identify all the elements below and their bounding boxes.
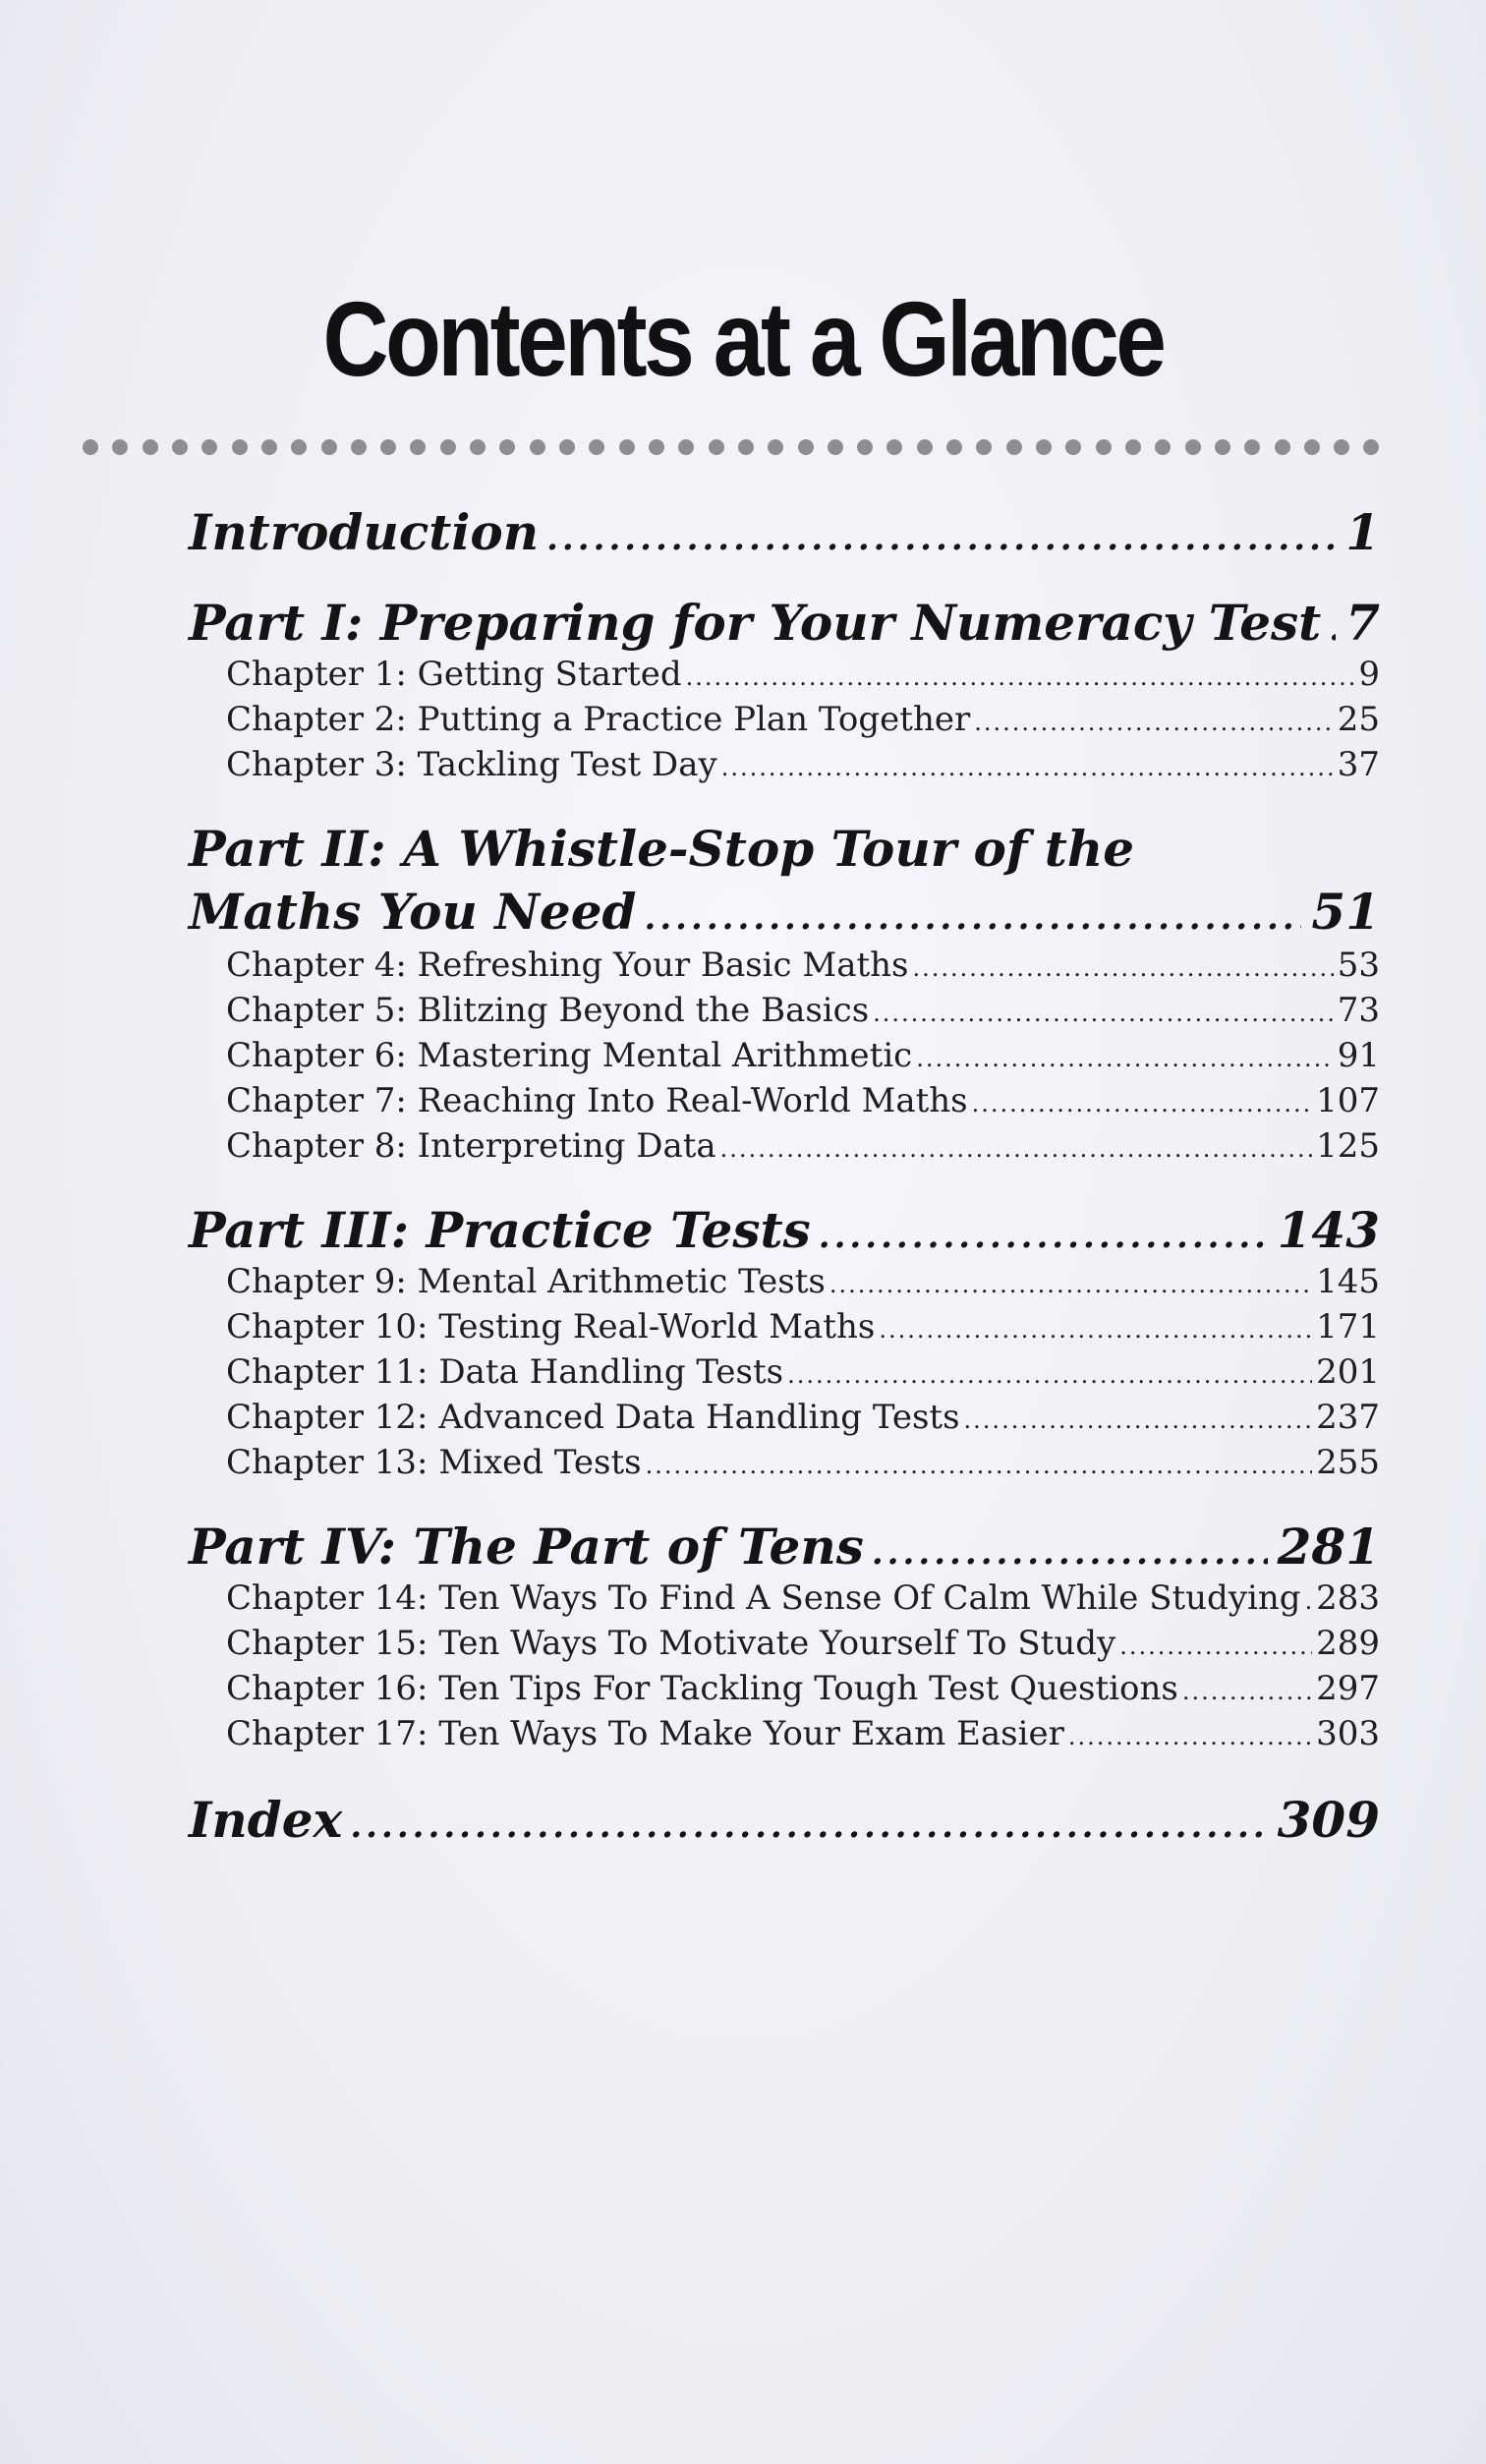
toc-chapter[interactable] [226, 1398, 1380, 1441]
toc-chapter-label: Chapter 9: Mental Arithmetic Tests [226, 1262, 826, 1301]
toc-chapter[interactable] [226, 1262, 1380, 1305]
dot-leader [1329, 609, 1336, 649]
toc-chapter-page: 201 [1316, 1352, 1380, 1392]
dot-leader [972, 1090, 1312, 1117]
toc-chapter-label: Chapter 1: Getting Started [226, 655, 682, 694]
divider-dot [798, 439, 814, 455]
divider-dot [559, 439, 575, 455]
divider-dot [1275, 439, 1290, 455]
toc-chapter[interactable] [226, 1669, 1380, 1712]
divider-dot [470, 439, 486, 455]
divider-dot [857, 439, 873, 455]
divider-dot [410, 439, 426, 455]
toc-chapter-label: Chapter 11: Data Handling Tests [226, 1352, 784, 1392]
toc-chapter[interactable] [226, 1714, 1380, 1757]
toc-chapter[interactable] [226, 745, 1380, 788]
toc-chapter[interactable] [226, 945, 1380, 989]
divider-dot [351, 439, 367, 455]
dot-leader [879, 1316, 1312, 1344]
divider-dot [709, 439, 724, 455]
toc-part-4-label: Part IV: The Part of Tens [189, 1518, 864, 1576]
toc-part-1-page: 7 [1345, 594, 1380, 652]
toc-part-2[interactable] [189, 883, 1380, 944]
dot-leader [964, 1406, 1313, 1434]
toc-chapter-page: 283 [1316, 1578, 1380, 1618]
dot-leader [873, 1000, 1334, 1027]
divider-dot [886, 439, 902, 455]
toc-chapter[interactable] [226, 655, 1380, 698]
divider-dot [1155, 439, 1171, 455]
divider-dot [172, 439, 188, 455]
divider-dot [291, 439, 307, 455]
toc-chapter-label: Chapter 8: Interpreting Data [226, 1126, 716, 1166]
divider-dot [946, 439, 962, 455]
toc-chapter[interactable] [226, 1443, 1380, 1486]
divider-dot [589, 439, 604, 455]
toc-chapter-page: 91 [1337, 1036, 1380, 1075]
toc-chapter-page: 25 [1337, 700, 1380, 739]
toc-introduction[interactable] [189, 503, 1380, 564]
divider-dot [1065, 439, 1081, 455]
toc-chapter[interactable] [226, 1578, 1380, 1622]
toc-chapter-label: Chapter 10: Testing Real-World Maths [226, 1307, 876, 1347]
toc-part-2-page: 51 [1311, 883, 1380, 941]
toc-part-3-page: 143 [1277, 1201, 1380, 1259]
toc-index-label: Index [189, 1791, 343, 1849]
toc-chapter-label: Chapter 17: Ten Ways To Make Your Exam Easier [226, 1714, 1064, 1753]
divider-dot [1334, 439, 1349, 455]
divider-dot [1185, 439, 1201, 455]
divider-dot [380, 439, 396, 455]
toc-chapter-label: Chapter 14: Ten Ways To Find A Sense Of Calm While Studying [226, 1578, 1301, 1618]
toc-chapter-label: Chapter 5: Blitzing Beyond the Basics [226, 991, 870, 1030]
toc-part-2-label-line2: Maths You Need [189, 883, 637, 941]
toc-chapter-label: Chapter 6: Mastering Mental Arithmetic [226, 1036, 913, 1075]
divider-dot [649, 439, 664, 455]
toc-part-4[interactable] [189, 1518, 1380, 1578]
divider-dot [321, 439, 337, 455]
toc-chapter-label: Chapter 13: Mixed Tests [226, 1443, 642, 1482]
divider-dot [917, 439, 933, 455]
toc-chapter-label: Chapter 15: Ten Ways To Motivate Yourself To Study [226, 1624, 1116, 1663]
toc-chapter-page: 303 [1316, 1714, 1380, 1753]
divider-dot [499, 439, 515, 455]
toc-part-3[interactable] [189, 1201, 1380, 1262]
dot-leader [1305, 1587, 1313, 1615]
toc-index[interactable] [189, 1791, 1380, 1852]
toc-chapter-page: 237 [1316, 1398, 1380, 1437]
toc-chapter-label: Chapter 16: Ten Tips For Tackling Tough Test Questions [226, 1669, 1178, 1708]
toc-chapter-page: 73 [1337, 991, 1380, 1030]
toc-chapter-label: Chapter 12: Advanced Data Handling Tests [226, 1398, 960, 1437]
toc-chapter-page: 145 [1316, 1262, 1380, 1301]
divider-dot [232, 439, 248, 455]
divider-dot [440, 439, 456, 455]
divider-dot [1244, 439, 1260, 455]
dot-leader [645, 898, 1302, 938]
divider-dot [530, 439, 545, 455]
divider-dot [1096, 439, 1112, 455]
divider-dot [201, 439, 217, 455]
dot-leader [974, 709, 1334, 736]
divider-dot [261, 439, 277, 455]
divider-dot [976, 439, 992, 455]
divider-dot [83, 439, 98, 455]
toc-introduction-label: Introduction [189, 503, 540, 561]
toc-chapter-page: 297 [1316, 1669, 1380, 1708]
toc-chapter-label: Chapter 7: Reaching Into Real-World Maths [226, 1081, 968, 1120]
toc-chapter[interactable] [226, 1126, 1380, 1170]
dot-leader [1119, 1633, 1312, 1660]
toc-part-3-label: Part III: Practice Tests [189, 1201, 811, 1259]
dot-leader [916, 1045, 1334, 1072]
toc-chapter-page: 9 [1358, 655, 1380, 694]
toc-part-2-label-line1[interactable]: Part II: A Whistle-Stop Tour of the [189, 820, 1135, 878]
toc-chapter[interactable] [226, 1352, 1380, 1396]
divider-dot [828, 439, 843, 455]
divider-dot [1006, 439, 1022, 455]
dot-leader [913, 954, 1334, 982]
dot-leader [829, 1271, 1312, 1298]
toc-chapter-page: 255 [1316, 1443, 1380, 1482]
toc-chapter-page: 37 [1337, 745, 1380, 784]
divider-dot [678, 439, 694, 455]
divider-dot [1363, 439, 1379, 455]
toc-part-1[interactable] [189, 594, 1380, 655]
divider-dot [768, 439, 783, 455]
dotted-divider [83, 436, 1380, 458]
dot-leader [686, 663, 1355, 691]
toc-chapter[interactable] [226, 1624, 1380, 1667]
dot-leader [787, 1361, 1312, 1389]
toc-chapter-page: 107 [1316, 1081, 1380, 1120]
page-title: Contents at a Glance [322, 279, 1164, 398]
toc-chapter[interactable] [226, 1081, 1380, 1124]
divider-dot [143, 439, 158, 455]
dot-leader [872, 1533, 1268, 1573]
dot-leader [546, 519, 1336, 558]
toc-chapter[interactable] [226, 991, 1380, 1034]
toc-chapter-page: 125 [1316, 1126, 1380, 1166]
toc-part-4-page: 281 [1277, 1518, 1380, 1576]
toc-chapter-label: Chapter 4: Refreshing Your Basic Maths [226, 945, 909, 985]
dot-leader [720, 1135, 1312, 1163]
toc-chapter-page: 289 [1316, 1624, 1380, 1663]
toc-chapter[interactable] [226, 1307, 1380, 1350]
divider-dot [112, 439, 128, 455]
dot-leader [721, 754, 1334, 781]
toc-chapter[interactable] [226, 1036, 1380, 1079]
divider-dot [738, 439, 754, 455]
dot-leader [646, 1452, 1313, 1479]
toc-chapter-page: 53 [1337, 945, 1380, 985]
divider-dot [1215, 439, 1230, 455]
divider-dot [619, 439, 635, 455]
dot-leader [1068, 1723, 1312, 1750]
toc-chapter-label: Chapter 3: Tackling Test Day [226, 745, 717, 784]
divider-dot [1304, 439, 1320, 455]
toc-chapter[interactable] [226, 700, 1380, 743]
dot-leader [819, 1217, 1268, 1256]
dot-leader [350, 1806, 1267, 1846]
divider-dot [1125, 439, 1141, 455]
toc-index-page: 309 [1277, 1791, 1380, 1849]
dot-leader [1182, 1678, 1312, 1705]
toc-chapter-page: 171 [1316, 1307, 1380, 1347]
toc-part-1-label: Part I: Preparing for Your Numeracy Test [189, 594, 1322, 652]
toc-introduction-page: 1 [1345, 503, 1380, 561]
divider-dot [1036, 439, 1052, 455]
toc-chapter-label: Chapter 2: Putting a Practice Plan Together [226, 700, 971, 739]
